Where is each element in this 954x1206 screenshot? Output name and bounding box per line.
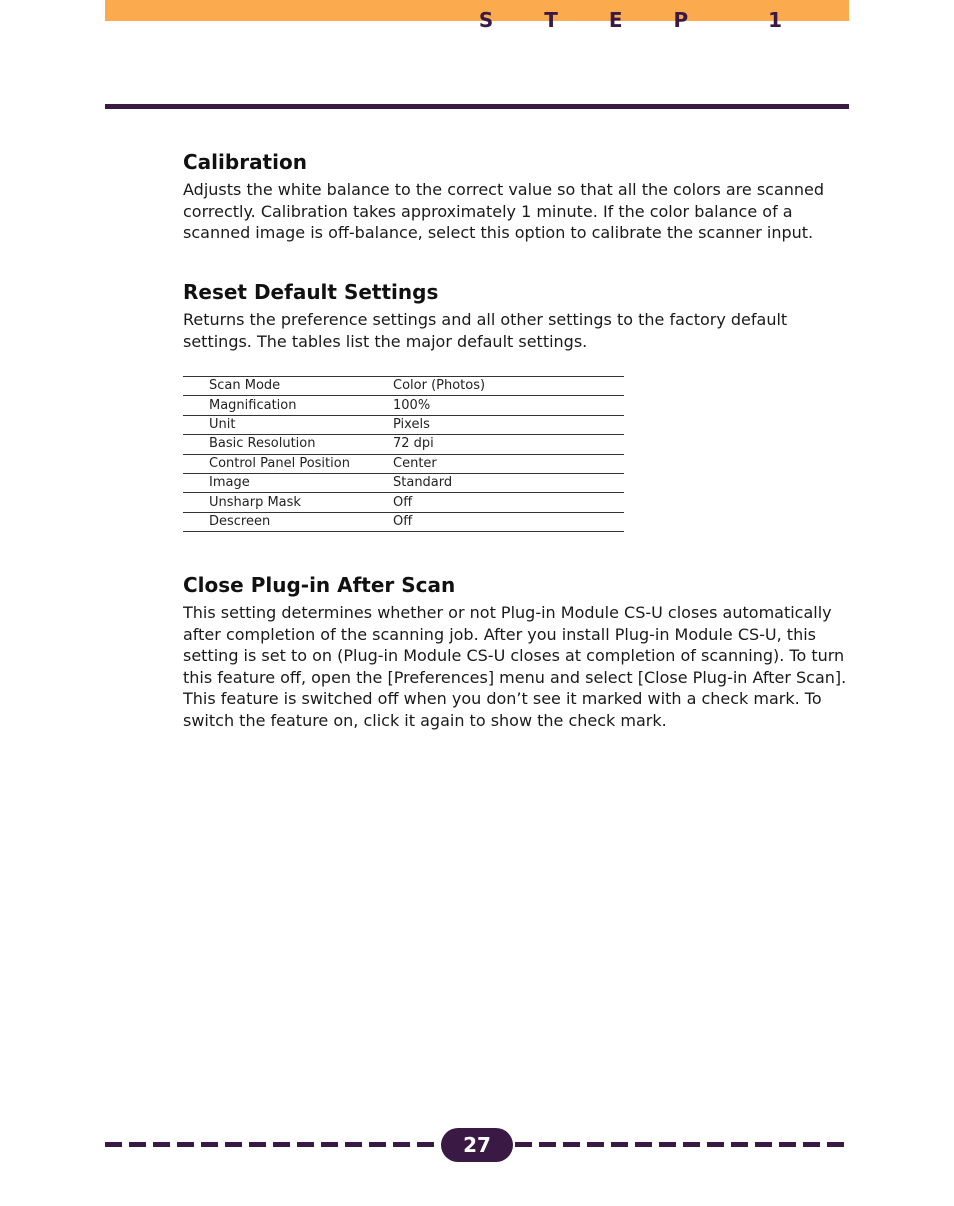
table-row	[183, 377, 624, 396]
setting-value: Off	[393, 493, 624, 512]
section-body-close-plugin: This setting determines whether or not Plug-in Module CS-U closes automatically after completion of the scanning job. After you install Plug-in Module CS-U, this setting is set to on (Plug-in Module CS-U closes at completion of scanning). To turn this feature off, open the [Preferences] menu and select [Close Plug-in After Scan]. This feature is switched off when you don’t see it marked with a check mark. To switch the feature on, click it again to show the check mark.	[183, 603, 847, 730]
setting-name: Image	[183, 473, 393, 492]
footer-dash-right	[515, 1142, 849, 1147]
page-number: 27	[441, 1128, 513, 1162]
section-title-reset-defaults: Reset Default Settings	[183, 280, 439, 304]
section-calibration	[183, 148, 849, 244]
setting-name: Magnification	[183, 396, 393, 415]
section-body-reset-defaults: Returns the preference settings and all other settings to the factory default settings. The tables list the major default settings.	[183, 310, 788, 351]
setting-name: Basic Resolution	[183, 435, 393, 454]
setting-value: Color (Photos)	[393, 377, 624, 396]
setting-value: Standard	[393, 473, 624, 492]
section-title-calibration: Calibration	[183, 150, 307, 174]
header-rule	[105, 104, 849, 109]
setting-value: Off	[393, 512, 624, 531]
section-body-calibration: Adjusts the white balance to the correct value so that all the colors are scanned correctly. Calibration takes approximately 1 minute. If the color balance of a scanned image is off-balance, select this option to calibrate the scanner input.	[183, 180, 825, 242]
setting-name: Descreen	[183, 512, 393, 531]
page-footer	[105, 1126, 849, 1162]
table-row	[183, 435, 624, 454]
footer-dash-left	[105, 1142, 441, 1147]
section-close-plugin	[183, 571, 849, 731]
setting-name: Scan Mode	[183, 377, 393, 396]
setting-value: 72 dpi	[393, 435, 624, 454]
default-settings-table	[183, 376, 624, 532]
table-row	[183, 396, 624, 415]
table-row	[183, 512, 624, 531]
step-label: S T E P 1	[478, 8, 804, 32]
section-reset-defaults	[183, 278, 849, 352]
section-title-close-plugin: Close Plug-in After Scan	[183, 573, 456, 597]
table-row	[183, 454, 624, 473]
table-row	[183, 473, 624, 492]
setting-value: Pixels	[393, 415, 624, 434]
table-row	[183, 415, 624, 434]
table-row	[183, 493, 624, 512]
setting-name: Control Panel Position	[183, 454, 393, 473]
setting-value: 100%	[393, 396, 624, 415]
setting-value: Center	[393, 454, 624, 473]
setting-name: Unsharp Mask	[183, 493, 393, 512]
setting-name: Unit	[183, 415, 393, 434]
